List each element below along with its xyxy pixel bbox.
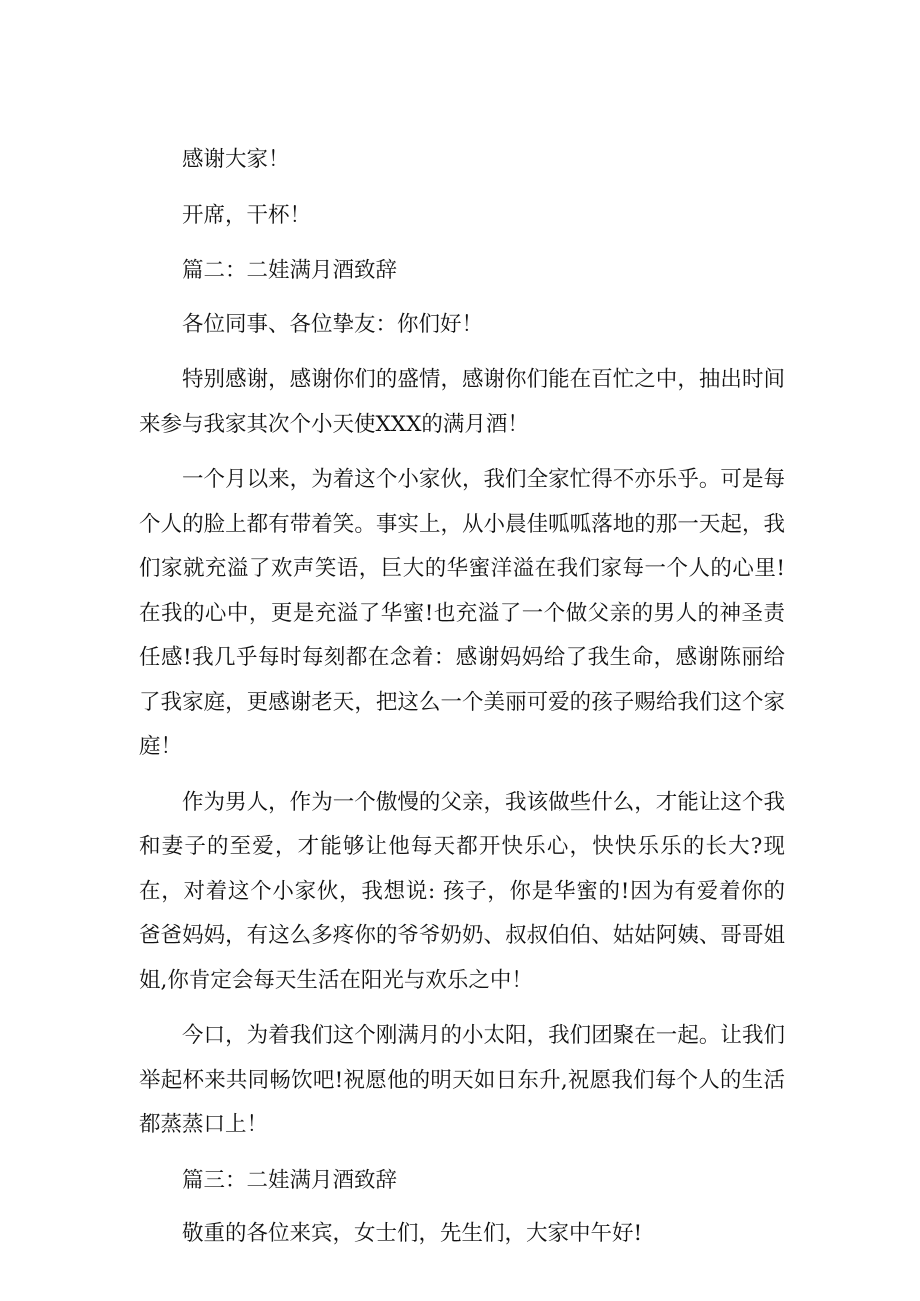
paragraph-thanks: 感谢大家！ xyxy=(182,147,290,172)
paragraph-father-reflection: 作为男人，作为一个傲慢的父亲，我该做些什么，才能让这个我和妻子的至爱，才能够让他每天都开快乐心，快快乐乐的长大?现在，对着这个小家伙，我想说: 孩子，你是华蜜的!因为有爱着你的爸爸妈妈，有这么多疼你的爷爷奶奶、叔叔伯伯、姑姑阿姨、哥哥姐姐,你肯定会每天生活在阳光与欢乐之中！ xyxy=(139,789,785,993)
section-heading-3: 篇三：二娃满月酒致辞 xyxy=(182,1167,398,1193)
paragraph-month-recap: 一个月以来，为着这个小家伙，我们全家忙得不亦乐乎。可是每个人的脸上都有带着笑。事实上，从小晨佳呱呱落地的那一天起，我们家就充溢了欢声笑语，巨大的华蜜洋溢在我们家每一个人的心里!在我的心中，更是充溢了华蜜!也充溢了一个做父亲的男人的神圣责任感!我几乎每时每刻都在念着：感谢妈妈给了我生命，感谢陈丽给了我家庭，更感谢老天，把这么一个美丽可爱的孩子赐给我们这个家庭！ xyxy=(139,467,785,759)
paragraph-closing-toast: 今口，为着我们这个刚满月的小太阳，我们团聚在一起。让我们举起杯来共同畅饮吧!祝愿他的明天如日东升,祝愿我们每个人的生活都蒸蒸口上！ xyxy=(139,1023,785,1137)
document-body xyxy=(139,138,785,1268)
section-heading-2: 篇二：二娃满月酒致辞 xyxy=(182,258,398,283)
paragraph-guest-greeting: 敬重的各位来宾，女士们，先生们，大家中午好! xyxy=(182,1221,643,1246)
paragraph-gratitude: 特别感谢，感谢你们的盛情，感谢你们能在百忙之中，抽出时间来参与我家其次个小天使XXX的满月酒！ xyxy=(139,367,785,437)
paragraph-greeting: 各位同事、各位挚友：你们好！ xyxy=(182,311,484,337)
paragraph-toast: 开席，干杯！ xyxy=(182,202,312,228)
